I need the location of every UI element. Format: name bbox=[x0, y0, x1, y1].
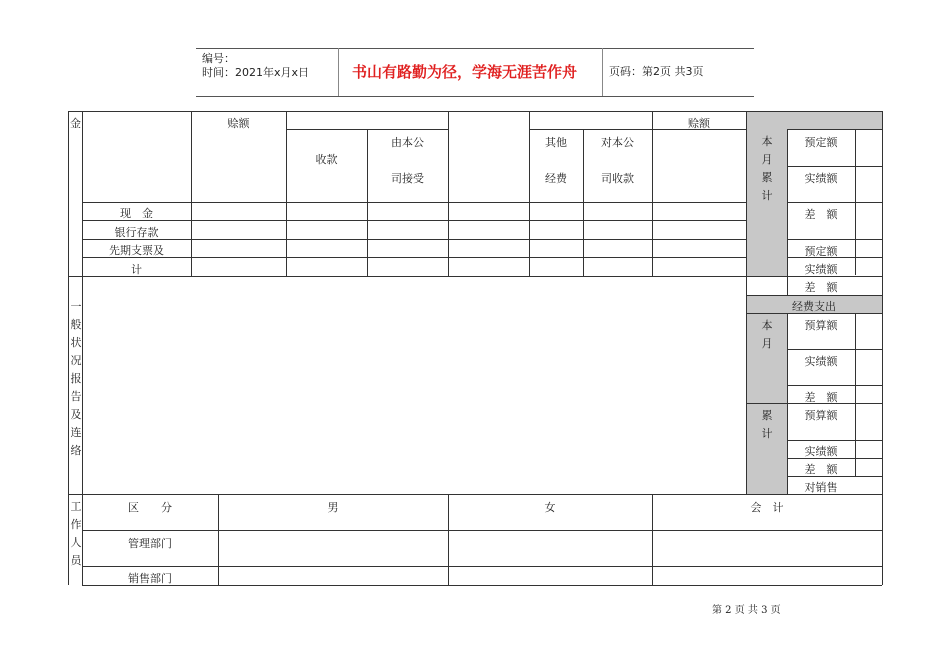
line-header-bottom bbox=[82, 202, 746, 203]
header-bottom-line bbox=[196, 96, 754, 97]
side-planned: 预定额 bbox=[804, 136, 838, 149]
row-cash: 现 金 bbox=[120, 207, 153, 220]
vline-col-652 bbox=[652, 111, 653, 276]
side-diff-4: 差 额 bbox=[804, 463, 838, 476]
side-this-month-accum: 本月累计 bbox=[761, 135, 773, 202]
line-side-129 bbox=[787, 129, 882, 130]
line-staff-top bbox=[68, 494, 882, 495]
col-to-company-2: 司收款 bbox=[601, 172, 634, 185]
col-compensation-2: 赊额 bbox=[688, 117, 710, 130]
side-diff-3: 差 额 bbox=[804, 391, 838, 404]
vline-right-outer bbox=[882, 111, 883, 585]
staff-header-accounting: 会 计 bbox=[750, 501, 784, 514]
line-staff-bottom bbox=[82, 585, 882, 586]
col-other-2: 经费 bbox=[545, 172, 567, 185]
staff-row-mgmt: 管理部门 bbox=[128, 537, 172, 550]
side-diff: 差 额 bbox=[804, 208, 838, 221]
header-time-label: 时间：2021年x月x日 bbox=[202, 66, 310, 79]
left-label-staff: 工作人员 bbox=[70, 500, 82, 567]
side-gray-top bbox=[746, 111, 882, 129]
side-expense-title: 经费支出 bbox=[792, 300, 836, 313]
side-actual: 实绩额 bbox=[804, 172, 838, 185]
vline-col-367 bbox=[367, 129, 368, 276]
line-row-bank bbox=[82, 239, 746, 240]
header-divider-1 bbox=[338, 48, 339, 96]
vline-col-191 bbox=[191, 111, 192, 276]
line-side-239 bbox=[787, 239, 882, 240]
line-side-476 bbox=[787, 476, 882, 477]
vline-col-286 bbox=[286, 111, 287, 276]
col-income: 收款 bbox=[315, 153, 338, 166]
side-actual-4: 实绩额 bbox=[804, 445, 838, 458]
line-staff-mgmt bbox=[82, 566, 882, 567]
vline-col-855-a bbox=[855, 129, 856, 275]
col-other-1: 其他 bbox=[545, 136, 567, 149]
row-prior-check: 先期支票及 bbox=[109, 244, 164, 257]
line-side-458 bbox=[787, 458, 882, 459]
staff-header-female: 女 bbox=[544, 501, 556, 514]
row-total: 计 bbox=[131, 263, 142, 276]
header-motto: 书山有路勤为径，学海无涯苦作舟 bbox=[352, 63, 578, 81]
line-side-202 bbox=[787, 202, 882, 203]
line-side-166 bbox=[787, 166, 882, 167]
col-to-company-1: 对本公 bbox=[601, 136, 634, 149]
line-row-prior bbox=[82, 257, 746, 258]
row-bank: 银行存款 bbox=[114, 226, 159, 239]
side-actual-2: 实绩额 bbox=[804, 263, 838, 276]
side-diff-2: 差 额 bbox=[804, 281, 838, 294]
side-actual-3: 实绩额 bbox=[804, 355, 838, 368]
header-page-label: 页码：第2页 共3页 bbox=[609, 65, 704, 78]
line-row-total bbox=[68, 276, 882, 277]
left-label-fund: 金 bbox=[70, 117, 81, 130]
side-this-month: 本月 bbox=[761, 319, 773, 350]
side-budget-2: 预算额 bbox=[804, 409, 838, 422]
vline-col-855-b bbox=[855, 313, 856, 476]
header-top-line bbox=[196, 48, 754, 49]
line-side-440 bbox=[787, 440, 882, 441]
vline-col-448 bbox=[448, 111, 449, 276]
footer-page-text: 第 2 页 共 3 页 bbox=[712, 605, 781, 616]
staff-header-category: 区 分 bbox=[128, 501, 172, 514]
line-side-385 bbox=[787, 385, 882, 386]
side-planned-2: 预定额 bbox=[804, 245, 838, 258]
col-compensation-1: 赊额 bbox=[227, 117, 250, 130]
side-budget: 预算额 bbox=[804, 319, 838, 332]
line-side-349 bbox=[787, 349, 882, 350]
side-accum: 累计 bbox=[761, 409, 773, 440]
line-side-313 bbox=[746, 313, 882, 314]
side-to-sales: 对销售 bbox=[804, 481, 838, 494]
header-number-label: 编号： bbox=[202, 52, 235, 65]
line-staff-header bbox=[82, 530, 882, 531]
staff-header-male: 男 bbox=[327, 501, 339, 514]
col-from-company-1: 由本公 bbox=[391, 136, 424, 149]
left-label-general: 一般状况报告及连络 bbox=[70, 300, 82, 457]
vline-col-583 bbox=[583, 129, 584, 276]
line-row-cash bbox=[82, 220, 746, 221]
staff-row-sales: 销售部门 bbox=[128, 572, 172, 585]
line-side-295 bbox=[746, 295, 882, 296]
col-from-company-2: 司接受 bbox=[391, 172, 424, 185]
header-divider-2 bbox=[602, 48, 603, 96]
